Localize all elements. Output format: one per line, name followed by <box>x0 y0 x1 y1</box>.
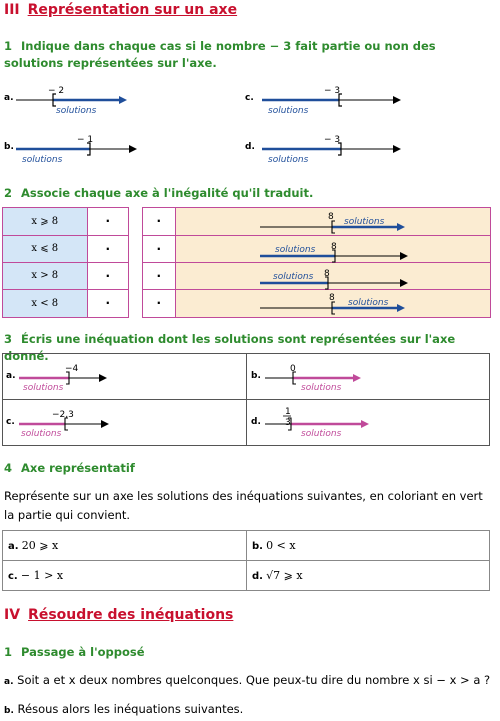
exercise-4-instruction: Représente sur un axe les solutions des inéquations suivantes, en coloriant en vert la partie qui convient. <box>4 489 483 522</box>
exercise-2-title <box>4 185 474 202</box>
inequalities-box <box>2 207 129 318</box>
cell-b[interactable] <box>247 354 490 400</box>
cell-b[interactable] <box>247 531 490 561</box>
solutions-caption: solutions <box>273 272 314 282</box>
item-label: c. <box>6 417 15 427</box>
solutions-caption: solutions <box>275 245 316 255</box>
exercise-4-title <box>4 460 135 477</box>
solutions-caption: solutions <box>344 217 385 227</box>
exercise-instruction: Indique dans chaque cas si le nombre − 3 fait partie ou non des solutions représentées sur l'axe. <box>4 39 436 70</box>
match-dot[interactable]: · <box>143 262 175 289</box>
inequation: − 1 > x <box>20 569 64 582</box>
item-label: a. <box>4 677 14 687</box>
solutions-caption: solutions <box>21 429 62 439</box>
match-dot[interactable]: · <box>156 296 162 311</box>
number-line-3c <box>19 408 111 442</box>
solutions-caption: solutions <box>268 155 309 165</box>
match-axis-2 <box>260 239 410 263</box>
number-line-a <box>16 84 131 116</box>
item-label: d. <box>252 571 263 582</box>
solutions-caption: solutions <box>348 298 389 308</box>
cell-c[interactable] <box>3 400 247 446</box>
exercise-5-part-b <box>4 700 494 721</box>
number-line-c <box>262 84 402 116</box>
exercise-4-table <box>2 530 490 591</box>
solutions-caption: solutions <box>301 383 342 393</box>
item-label: a. <box>8 541 19 552</box>
match-dot[interactable]: · <box>87 208 128 235</box>
question-text: Résous alors les inéquations suivantes. <box>17 702 244 716</box>
match-dot[interactable]: · <box>143 235 175 262</box>
item-label: d. <box>251 417 261 427</box>
number-line-d <box>262 133 402 165</box>
cell-d[interactable] <box>247 561 490 591</box>
section-number: IV <box>4 607 21 623</box>
number-line-3b <box>265 362 365 396</box>
inequality-cell: x ⩾ 8 <box>3 208 87 235</box>
exercise-5-title <box>4 644 145 661</box>
inequation: 20 ⩾ x <box>21 539 59 552</box>
item-label: b. <box>4 706 14 716</box>
item-label-a: a. <box>4 93 14 103</box>
item-label: a. <box>6 371 16 381</box>
solutions-caption: solutions <box>268 106 309 116</box>
inequality-cell: x ⩽ 8 <box>3 235 87 262</box>
item-label-d: d. <box>245 142 255 152</box>
number-line-3a <box>19 362 109 396</box>
exercise-instruction: Écris une inéquation dont les solutions sont représentées sur l'axe donné. <box>4 332 456 363</box>
section-heading: Résoudre des inéquations <box>28 607 234 623</box>
exercise-number: 3 <box>4 332 13 346</box>
inequation: 0 < x <box>266 539 296 552</box>
cell-a[interactable] <box>3 354 247 400</box>
match-dot[interactable]: · <box>87 235 128 262</box>
item-label-c: c. <box>245 93 254 103</box>
item-label-b: b. <box>4 142 14 152</box>
match-axis-4 <box>260 291 410 315</box>
question-text: Soit a et x deux nombres quelconques. Que peux-tu dire du nombre x si − x > a ? <box>17 673 491 687</box>
exercise-number: 1 <box>4 39 13 53</box>
axis-value: −4 <box>65 364 79 374</box>
cell-c[interactable] <box>3 561 247 591</box>
item-label: b. <box>251 371 261 381</box>
axis-value: −2,3 <box>52 410 74 420</box>
axis-value: 8 <box>324 269 330 279</box>
exercise-number: 1 <box>4 645 13 659</box>
axis-value: − 3 <box>324 135 341 145</box>
exercise-heading: Passage à l'opposé <box>21 645 145 659</box>
cell-a[interactable] <box>3 531 247 561</box>
section-heading: Représentation sur un axe <box>27 2 238 18</box>
match-dot[interactable]: · <box>87 262 128 289</box>
section-title-4 <box>4 607 233 623</box>
number-line-b <box>16 133 138 165</box>
axis-value: 0 <box>290 364 296 374</box>
solutions-caption: solutions <box>22 155 63 165</box>
axis-value: 8 <box>329 293 335 303</box>
inequation: √7 ⩾ x <box>266 569 303 582</box>
solutions-caption: solutions <box>56 106 97 116</box>
axis-value: 8 <box>331 242 337 252</box>
axis-value: − 3 <box>324 86 341 96</box>
item-label: b. <box>252 541 263 552</box>
inequality-cell: x > 8 <box>3 262 87 289</box>
inequality-cell: x < 8 <box>3 289 87 317</box>
section-number: III <box>4 2 20 18</box>
match-dot[interactable]: · <box>143 208 175 235</box>
exercise-number: 4 <box>4 461 13 475</box>
axis-value: − 2 <box>48 86 65 96</box>
section-title-3 <box>4 2 237 18</box>
axis-value: − 1 <box>77 135 94 145</box>
match-axis-3 <box>260 266 410 290</box>
exercise-5-part-a <box>4 671 494 692</box>
cell-d[interactable] <box>247 400 490 446</box>
item-label: c. <box>8 571 18 582</box>
fraction-denominator: 3 <box>285 418 291 428</box>
match-axis-1 <box>260 210 410 234</box>
number-line-3d <box>265 404 375 444</box>
axis-value: 8 <box>328 212 334 222</box>
fraction-numerator: 1 <box>285 407 291 417</box>
exercise-3-table <box>2 353 490 446</box>
exercise-number: 2 <box>4 186 13 200</box>
match-dot[interactable]: · <box>87 289 128 317</box>
exercise-1-title <box>4 38 474 72</box>
solutions-caption: solutions <box>301 429 342 439</box>
exercise-instruction: Associe chaque axe à l'inégalité qu'il traduit. <box>21 186 314 200</box>
exercise-heading: Axe représentatif <box>21 461 135 475</box>
solutions-caption: solutions <box>23 383 64 393</box>
